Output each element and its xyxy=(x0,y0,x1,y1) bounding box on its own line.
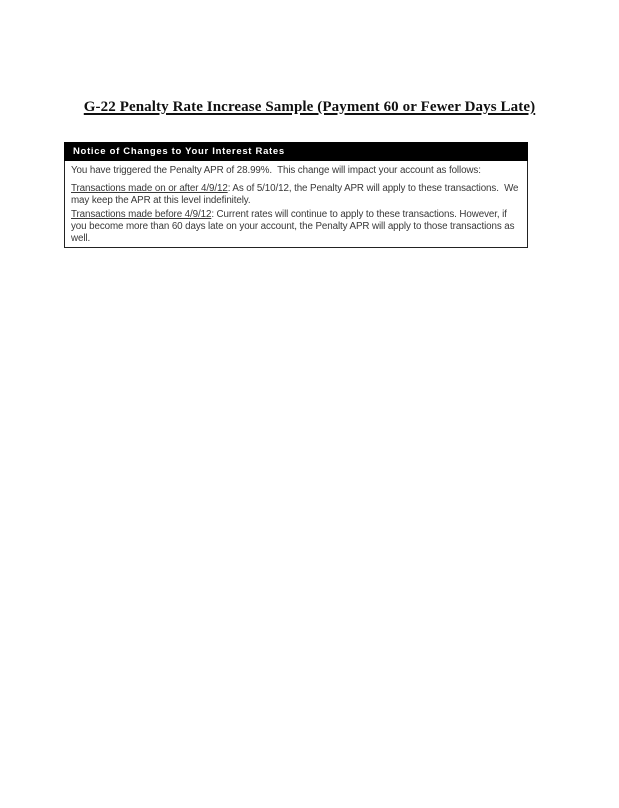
document-title: G-22 Penalty Rate Increase Sample (Payment 60 or Fewer Days Late) xyxy=(83,99,536,115)
notice-paragraph-on-or-after xyxy=(71,183,522,207)
notice-panel xyxy=(64,142,528,248)
on-or-after-underlined-lead: Transactions made on or after 4/9/12 xyxy=(71,183,228,194)
before-underlined-lead: Transactions made before 4/9/12 xyxy=(71,209,212,220)
notice-paragraph-before xyxy=(71,209,522,245)
before-text: : Current rates will continue to apply to these transactions. However, if you become more than 60 days late on your account, the Penalty APR will apply to those transactions as well. xyxy=(71,209,518,244)
on-or-after-text: : As of 5/10/12, the Penalty APR will apply to these transactions. We may keep the APR at this level indefinitely. xyxy=(71,183,522,206)
notice-body xyxy=(64,161,528,248)
notice-header-text: Notice of Changes to Your Interest Rates xyxy=(73,146,285,157)
notice-header-bar xyxy=(64,142,528,161)
notice-intro-paragraph: You have triggered the Penalty APR of 28.99%. This change will impact your account as follows: xyxy=(71,165,481,176)
